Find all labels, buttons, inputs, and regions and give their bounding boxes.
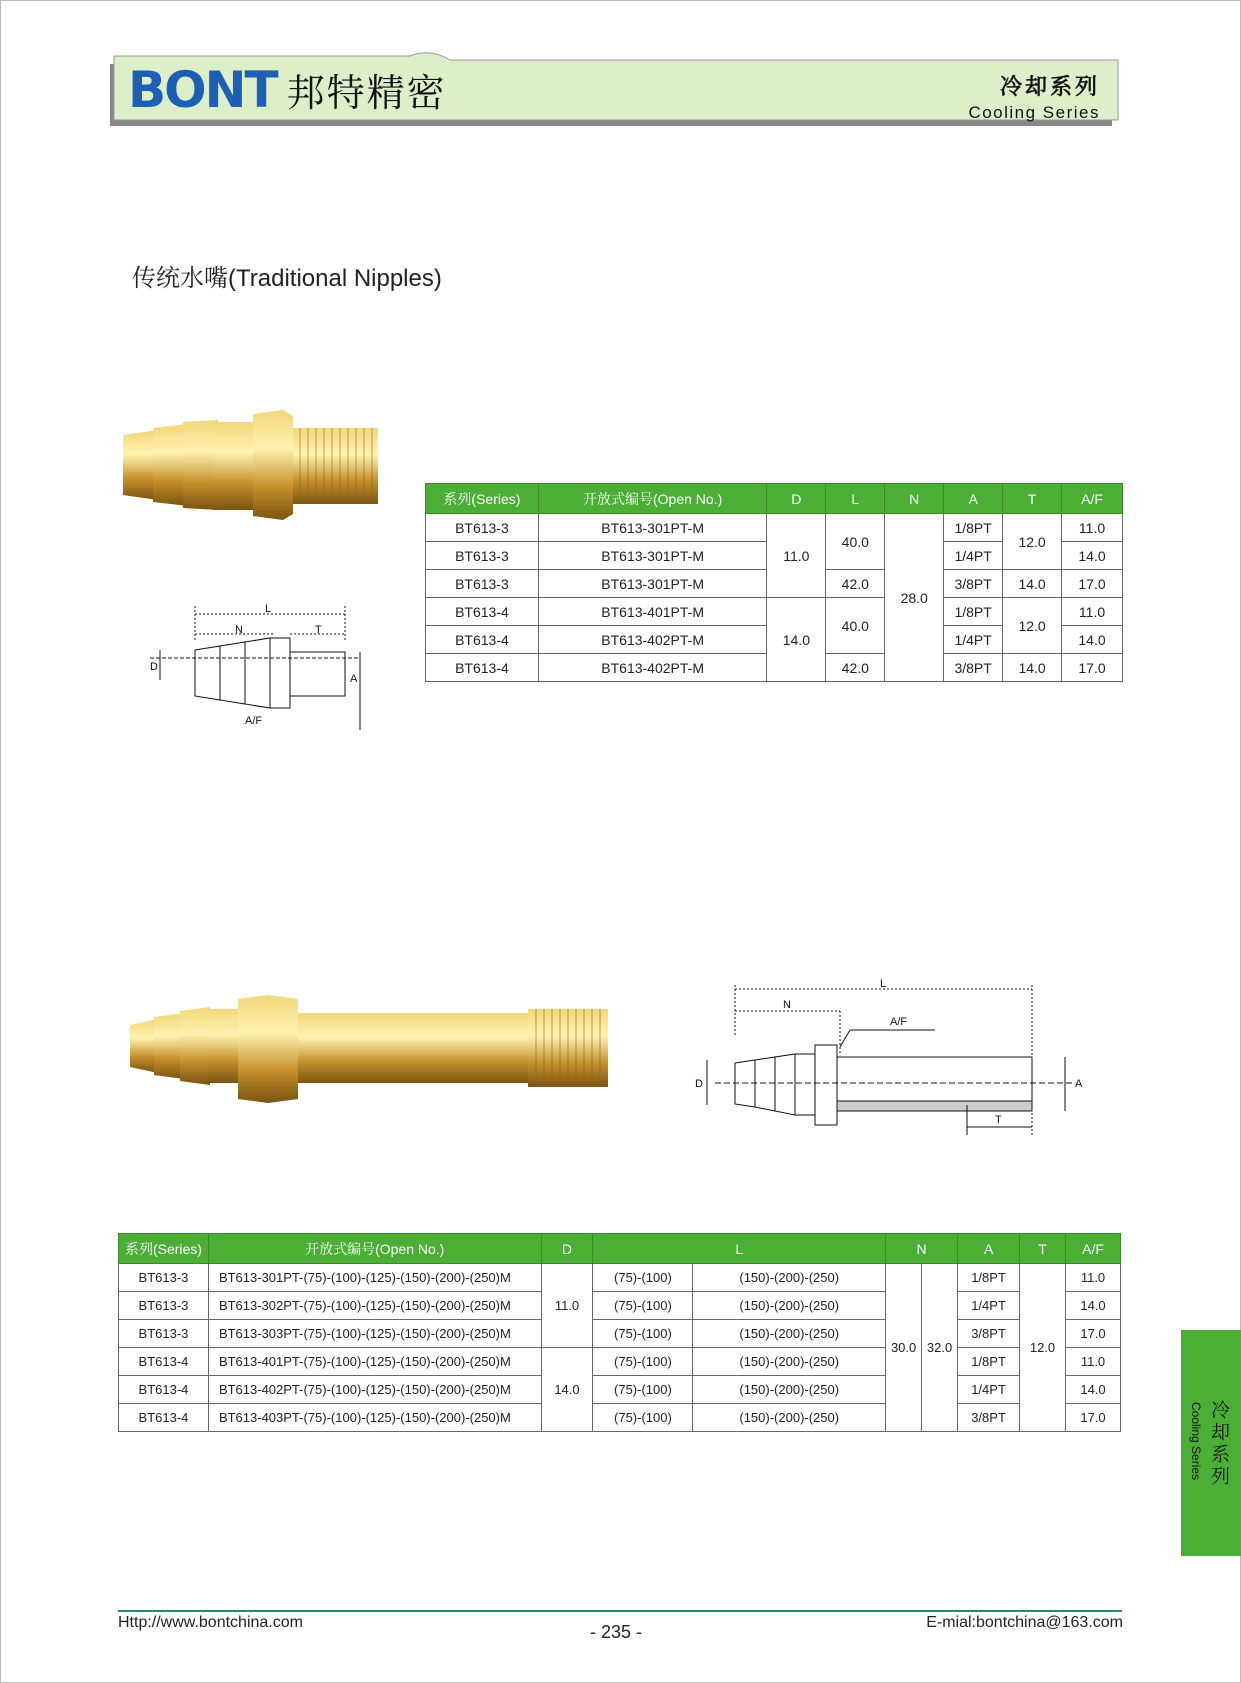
l-short-cell: (75)-(100)	[593, 1292, 693, 1320]
series-cell: BT613-3	[426, 514, 539, 542]
diagram1-label-L: L	[265, 603, 272, 615]
table-row	[119, 1292, 1121, 1320]
a-cell: 1/8PT	[958, 1348, 1020, 1376]
diagram2-label-A: A	[1075, 1078, 1083, 1090]
l-long-cell: (150)-(200)-(250)	[693, 1376, 886, 1404]
open-no-cell: BT613-303PT-(75)-(100)-(125)-(150)-(200)-(250)M	[208, 1320, 541, 1348]
table2-header-t: T	[1020, 1234, 1066, 1264]
af-cell: 11.0	[1062, 514, 1123, 542]
table2-header-series: 系列(Series)	[119, 1234, 209, 1264]
l-short-cell: (75)-(100)	[593, 1404, 693, 1432]
open-no-cell: BT613-401PT-(75)-(100)-(125)-(150)-(200)-(250)M	[208, 1348, 541, 1376]
header-series	[968, 70, 1100, 123]
series-cell: BT613-4	[426, 654, 539, 682]
table1-header-l: L	[826, 484, 885, 514]
l-cell: 42.0	[826, 570, 885, 598]
l-long-cell: (150)-(200)-(250)	[693, 1320, 886, 1348]
l-short-cell: (75)-(100)	[593, 1264, 693, 1292]
table2-header-d: D	[541, 1234, 593, 1264]
diagram2-label-T: T	[995, 1114, 1002, 1126]
table-row	[119, 1320, 1121, 1348]
l-cell: 42.0	[826, 654, 885, 682]
l-cell: 40.0	[826, 598, 885, 654]
table1-header-a: A	[944, 484, 1003, 514]
a-cell: 1/4PT	[958, 1376, 1020, 1404]
table1-header-af: A/F	[1062, 484, 1123, 514]
page-number: - 235 -	[590, 1622, 643, 1642]
d-cell: 11.0	[541, 1264, 593, 1348]
side-tab	[1181, 1330, 1241, 1556]
diagram1-label-T: T	[315, 624, 322, 636]
series-cell: BT613-4	[119, 1404, 209, 1432]
l-long-cell: (150)-(200)-(250)	[693, 1264, 886, 1292]
series-cell: BT613-4	[119, 1348, 209, 1376]
footer-website: Http://www.bontchina.com	[118, 1614, 303, 1631]
table2-header-open-no: 开放式编号(Open No.)	[208, 1234, 541, 1264]
nipple-long-diagram	[695, 975, 1115, 1145]
series-cell: BT613-4	[426, 598, 539, 626]
series-cell: BT613-3	[119, 1292, 209, 1320]
footer-divider	[118, 1610, 1122, 1612]
open-no-cell: BT613-402PT-M	[538, 654, 767, 682]
n-long-cell: 32.0	[922, 1264, 958, 1432]
l-long-cell: (150)-(200)-(250)	[693, 1292, 886, 1320]
diagram2-label-L: L	[880, 978, 887, 990]
series-cell: BT613-3	[426, 570, 539, 598]
diagram2-label-D: D	[695, 1078, 703, 1090]
open-no-cell: BT613-301PT-M	[538, 514, 767, 542]
a-cell: 1/8PT	[958, 1264, 1020, 1292]
a-cell: 1/8PT	[944, 598, 1003, 626]
a-cell: 3/8PT	[958, 1320, 1020, 1348]
af-cell: 17.0	[1062, 654, 1123, 682]
spec-table-long	[118, 1233, 1121, 1432]
af-cell: 11.0	[1066, 1264, 1121, 1292]
af-cell: 14.0	[1062, 542, 1123, 570]
table2-header-n: N	[886, 1234, 958, 1264]
diagram2-label-AF: A/F	[890, 1016, 908, 1028]
spec-table-short	[425, 483, 1123, 682]
l-short-cell: (75)-(100)	[593, 1348, 693, 1376]
series-title-cn: 冷却系列	[999, 74, 1100, 99]
nipple-short-diagram	[150, 600, 380, 735]
series-cell: BT613-3	[426, 542, 539, 570]
a-cell: 3/8PT	[958, 1404, 1020, 1432]
table-row	[119, 1404, 1121, 1432]
a-cell: 3/8PT	[944, 570, 1003, 598]
af-cell: 17.0	[1066, 1404, 1121, 1432]
t-cell: 12.0	[1003, 598, 1062, 654]
open-no-cell: BT613-301PT-M	[538, 542, 767, 570]
table1-header-t: T	[1003, 484, 1062, 514]
open-no-cell: BT613-301PT-(75)-(100)-(125)-(150)-(200)-(250)M	[208, 1264, 541, 1292]
diagram1-label-N: N	[235, 624, 243, 636]
af-cell: 14.0	[1062, 626, 1123, 654]
n-cell: 28.0	[885, 514, 944, 682]
table-row	[119, 1348, 1121, 1376]
a-cell: 1/4PT	[944, 542, 1003, 570]
af-cell: 14.0	[1066, 1376, 1121, 1404]
af-cell: 11.0	[1066, 1348, 1121, 1376]
series-cell: BT613-4	[119, 1376, 209, 1404]
af-cell: 11.0	[1062, 598, 1123, 626]
series-cell: BT613-3	[119, 1264, 209, 1292]
af-cell: 14.0	[1066, 1292, 1121, 1320]
table1-header-d: D	[767, 484, 826, 514]
table-row	[426, 598, 1123, 626]
table2-header-l: L	[593, 1234, 886, 1264]
diagram1-label-A: A	[350, 673, 358, 685]
brand-logo: BONT	[128, 60, 277, 119]
open-no-cell: BT613-401PT-M	[538, 598, 767, 626]
d-cell: 14.0	[541, 1348, 593, 1432]
a-cell: 1/4PT	[944, 626, 1003, 654]
open-no-cell: BT613-302PT-(75)-(100)-(125)-(150)-(200)-(250)M	[208, 1292, 541, 1320]
n-short-cell: 30.0	[886, 1264, 922, 1432]
diagram1-label-AF: A/F	[245, 715, 263, 727]
nipple-short-photo	[118, 410, 383, 530]
l-cell: 40.0	[826, 514, 885, 570]
diagram1-label-D: D	[150, 661, 158, 673]
l-long-cell: (150)-(200)-(250)	[693, 1348, 886, 1376]
open-no-cell: BT613-402PT-M	[538, 626, 767, 654]
open-no-cell: BT613-403PT-(75)-(100)-(125)-(150)-(200)-(250)M	[208, 1404, 541, 1432]
table-row	[119, 1264, 1121, 1292]
open-no-cell: BT613-301PT-M	[538, 570, 767, 598]
nipple-long-photo	[128, 995, 618, 1105]
table2-header-a: A	[958, 1234, 1020, 1264]
t-cell: 12.0	[1020, 1264, 1066, 1432]
a-cell: 3/8PT	[944, 654, 1003, 682]
d-cell: 14.0	[767, 598, 826, 682]
series-title-en: Cooling Series	[968, 103, 1100, 122]
l-short-cell: (75)-(100)	[593, 1376, 693, 1404]
table2-header-af: A/F	[1066, 1234, 1121, 1264]
t-cell: 14.0	[1003, 570, 1062, 598]
a-cell: 1/4PT	[958, 1292, 1020, 1320]
brand	[128, 62, 447, 117]
open-no-cell: BT613-402PT-(75)-(100)-(125)-(150)-(200)-(250)M	[208, 1376, 541, 1404]
side-tab-en: Cooling Series	[1189, 1402, 1203, 1481]
d-cell: 11.0	[767, 514, 826, 598]
page-header	[110, 50, 1122, 126]
t-cell: 14.0	[1003, 654, 1062, 682]
table-row	[426, 514, 1123, 542]
af-cell: 17.0	[1066, 1320, 1121, 1348]
footer-email: E-mial:bontchina@163.com	[926, 1614, 1123, 1631]
a-cell: 1/8PT	[944, 514, 1003, 542]
series-cell: BT613-3	[119, 1320, 209, 1348]
table1-header-open-no: 开放式编号(Open No.)	[538, 484, 767, 514]
diagram2-label-N: N	[783, 999, 791, 1011]
l-short-cell: (75)-(100)	[593, 1320, 693, 1348]
section-title: 传统水嘴(Traditional Nipples)	[132, 265, 442, 292]
t-cell: 12.0	[1003, 514, 1062, 570]
af-cell: 17.0	[1062, 570, 1123, 598]
l-long-cell: (150)-(200)-(250)	[693, 1404, 886, 1432]
table-row	[119, 1376, 1121, 1404]
brand-name-cn: 邦特精密	[286, 71, 447, 115]
table1-header-n: N	[885, 484, 944, 514]
series-cell: BT613-4	[426, 626, 539, 654]
table1-header-series: 系列(Series)	[426, 484, 539, 514]
side-tab-cn: 冷却系列	[1208, 1400, 1229, 1488]
